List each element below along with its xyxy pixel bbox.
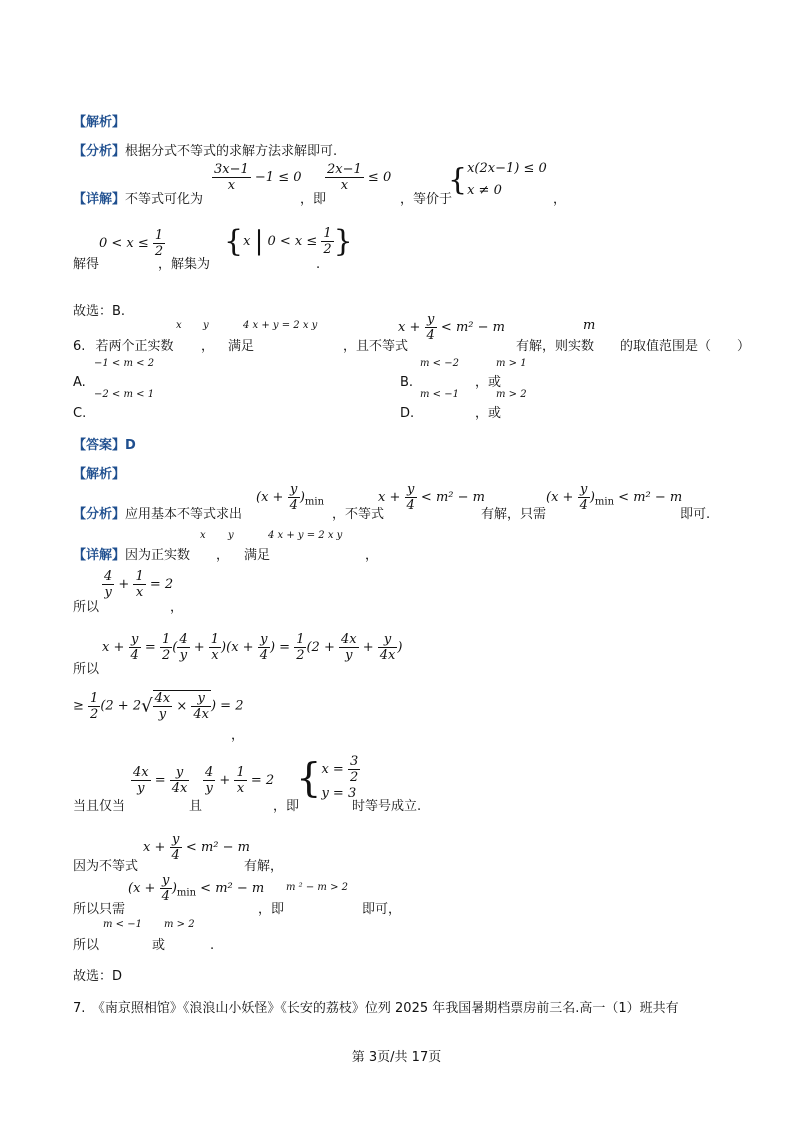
comma-2: ， — [231, 728, 245, 743]
detail-math-x: x — [200, 530, 206, 541]
q6-f2: ，不等式 — [332, 507, 385, 522]
math-x: x — [176, 320, 182, 331]
q6-number: 6. — [73, 339, 86, 354]
option-d-math-2: m > 2 — [496, 389, 527, 400]
q6-jiexi-label: 【解析】 — [73, 467, 126, 482]
q6-answer: 【答案】D — [73, 438, 136, 453]
answer-choice-6: 故选：D — [73, 969, 123, 984]
qie-text: 且 — [189, 799, 203, 814]
math-solution-range: 0 < x ≤ $\frac{1}{2}$ — [99, 228, 164, 259]
youjie-text: 有解， — [244, 859, 284, 874]
option-d-math-1: m < −1 — [420, 389, 459, 400]
end-dot-6: . — [210, 938, 215, 953]
q6-fenxi-tag: 【分析】 — [73, 507, 126, 522]
q6-d3: 满足 — [244, 548, 271, 563]
math-m-lt: m < −1 — [103, 919, 142, 930]
option-a-label: A. — [73, 375, 86, 390]
suoyi-1: 所以 — [73, 600, 100, 615]
huo-text: 或 — [152, 938, 166, 953]
option-b-math-1: m < −2 — [420, 358, 459, 369]
math-y: y — [203, 320, 209, 331]
math-inequality: x + $\frac{y}{4}$ < m² − m — [398, 312, 505, 343]
q6-detail-line — [73, 547, 190, 564]
math-solution-xy: {x = $\frac{3}{2}$ y = 3 — [296, 754, 359, 802]
q6-f4: 即可. — [680, 507, 711, 522]
math-m-gt: m > 2 — [164, 919, 195, 930]
math-min-expr-1: (x + $\frac{y}{4}$ )$_{min}$ — [256, 482, 325, 513]
option-b-label: B. — [400, 375, 414, 390]
q6-s4: ，且不等式 — [343, 339, 409, 354]
option-c-math: −2 < m < 1 — [94, 389, 155, 400]
detail-text-4: ， — [553, 192, 567, 207]
math-equality-cond: $\frac{4x}{y}$ = $\frac{y}{4x}$ — [133, 765, 188, 796]
answer-choice-5: 故选：B. — [73, 304, 126, 319]
q6-s5: 有解，则实数 — [516, 339, 595, 354]
option-d-or: ，或 — [475, 406, 502, 421]
math-eq-cond-2: $\frac{4}{y}$ + $\frac{1}{x}$ = 2 — [205, 765, 275, 796]
math-constraint: 4 x + y = 2 x y — [243, 320, 318, 331]
analysis-text: 根据分式不等式的求解方法求解即可. — [125, 144, 338, 159]
yinwei-text: 因为不等式 — [73, 859, 139, 874]
detail-text-1: 不等式可化为 — [125, 192, 204, 207]
option-b-or: ，或 — [475, 375, 502, 390]
fenxi-tag: 【分析】 — [73, 144, 126, 159]
detail-text-3: ，等价于 — [400, 192, 453, 207]
q6-s2: ， — [201, 339, 215, 354]
ji2-text: ，即 — [258, 902, 285, 917]
math-solution-set: {x | 0 < x ≤ $\frac{1}{2}$ } — [224, 224, 353, 259]
q6-d2: ， — [216, 548, 230, 563]
section-jiexi-label: 【解析】 — [73, 115, 126, 130]
dengcheng-text: 时等号成立. — [352, 799, 422, 814]
math-system-1: {x(2x−1) ≤ 0 x ≠ 0 — [448, 161, 547, 198]
option-b-math-2: m > 1 — [496, 358, 527, 369]
comma-1: ， — [170, 600, 184, 615]
math-eq-sum: $\frac{4}{y}$ + $\frac{1}{x}$ = 2 — [104, 569, 174, 600]
math-ineq-1: $\frac{3x-1}{x}$ −1 ≤ 0 — [214, 162, 302, 193]
math-m: m — [583, 318, 596, 333]
math-am-gm: ≥ $\frac{1}{2}$ (2 + 2√ $\frac{4x}{y}$ × $\frac{y}{4x}$ ) = 2 — [73, 690, 244, 722]
suoyi-3: 所以 — [73, 938, 100, 953]
jieji-text: ，解集为 — [158, 257, 211, 272]
jike-text: 即可， — [362, 902, 402, 917]
q6-analysis-line — [73, 506, 242, 523]
detail-line — [73, 191, 203, 208]
option-a-math: −1 < m < 2 — [94, 358, 155, 369]
option-c-label: C. — [73, 406, 87, 421]
q6-d4: ， — [365, 548, 379, 563]
option-d-label: D. — [400, 406, 415, 421]
q6-f3: 有解，只需 — [481, 507, 547, 522]
question-7-stem: 7. 《南京照相馆》《浪浪山小妖怪》《长安的荔枝》位列 2025 年我国暑期档票房前三名.高一（1）班共有 — [73, 1001, 679, 1016]
math-min-ineq: (x + $\frac{y}{4}$ )$_{min} < m^2 - m$ — [546, 482, 683, 513]
q6-s1: 若两个正实数 — [95, 339, 174, 354]
zhixu-text: 所以只需 — [73, 902, 126, 917]
ji-text: ，即 — [273, 799, 300, 814]
page-footer: 第 3页/共 17页 — [351, 1050, 442, 1065]
end-dot: . — [316, 257, 321, 272]
dangqie-text: 当且仅当 — [73, 799, 126, 814]
q6-s6: 的取值范围是（ ） — [620, 339, 751, 354]
q6-xiangjie-tag: 【详解】 — [73, 548, 126, 563]
detail-math-constraint: 4 x + y = 2 x y — [268, 530, 343, 541]
math-min-ineq-2: (x + $\frac{y}{4}$ )$_{min} < m^2 - m$ — [128, 873, 265, 904]
suoyi-2: 所以 — [73, 662, 100, 677]
math-ineq-2: $\frac{2x-1}{x}$ ≤ 0 — [327, 162, 392, 193]
q6-s3: 满足 — [228, 339, 255, 354]
question-6-stem — [73, 338, 174, 355]
math-ineq-a: x + $\frac{y}{4}$ < m² − m — [378, 482, 485, 513]
xiangjie-tag: 【详解】 — [73, 192, 126, 207]
math-ineq-repeat: x + $\frac{y}{4}$ < m² − m — [143, 832, 250, 863]
analysis-line — [73, 143, 337, 160]
q6-d1: 因为正实数 — [125, 548, 191, 563]
q6-f1: 应用基本不等式求出 — [125, 507, 243, 522]
jiede-text: 解得 — [73, 257, 100, 272]
detail-math-y: y — [228, 530, 234, 541]
math-expansion: x + $\frac{y}{4}$ = $\frac{1}{2}$ ( $\frac{4}{y}$ + $\frac{1}{x}$ )(x + $\frac{y}{4}$ ) = $\frac{1}{2}$ (2 + $\frac{4x}{y}$ + $\frac{y}{4x}$ ) — [102, 632, 403, 663]
math-m-quadratic: m ² − m > 2 — [286, 882, 348, 893]
detail-text-2: ，即 — [300, 192, 327, 207]
